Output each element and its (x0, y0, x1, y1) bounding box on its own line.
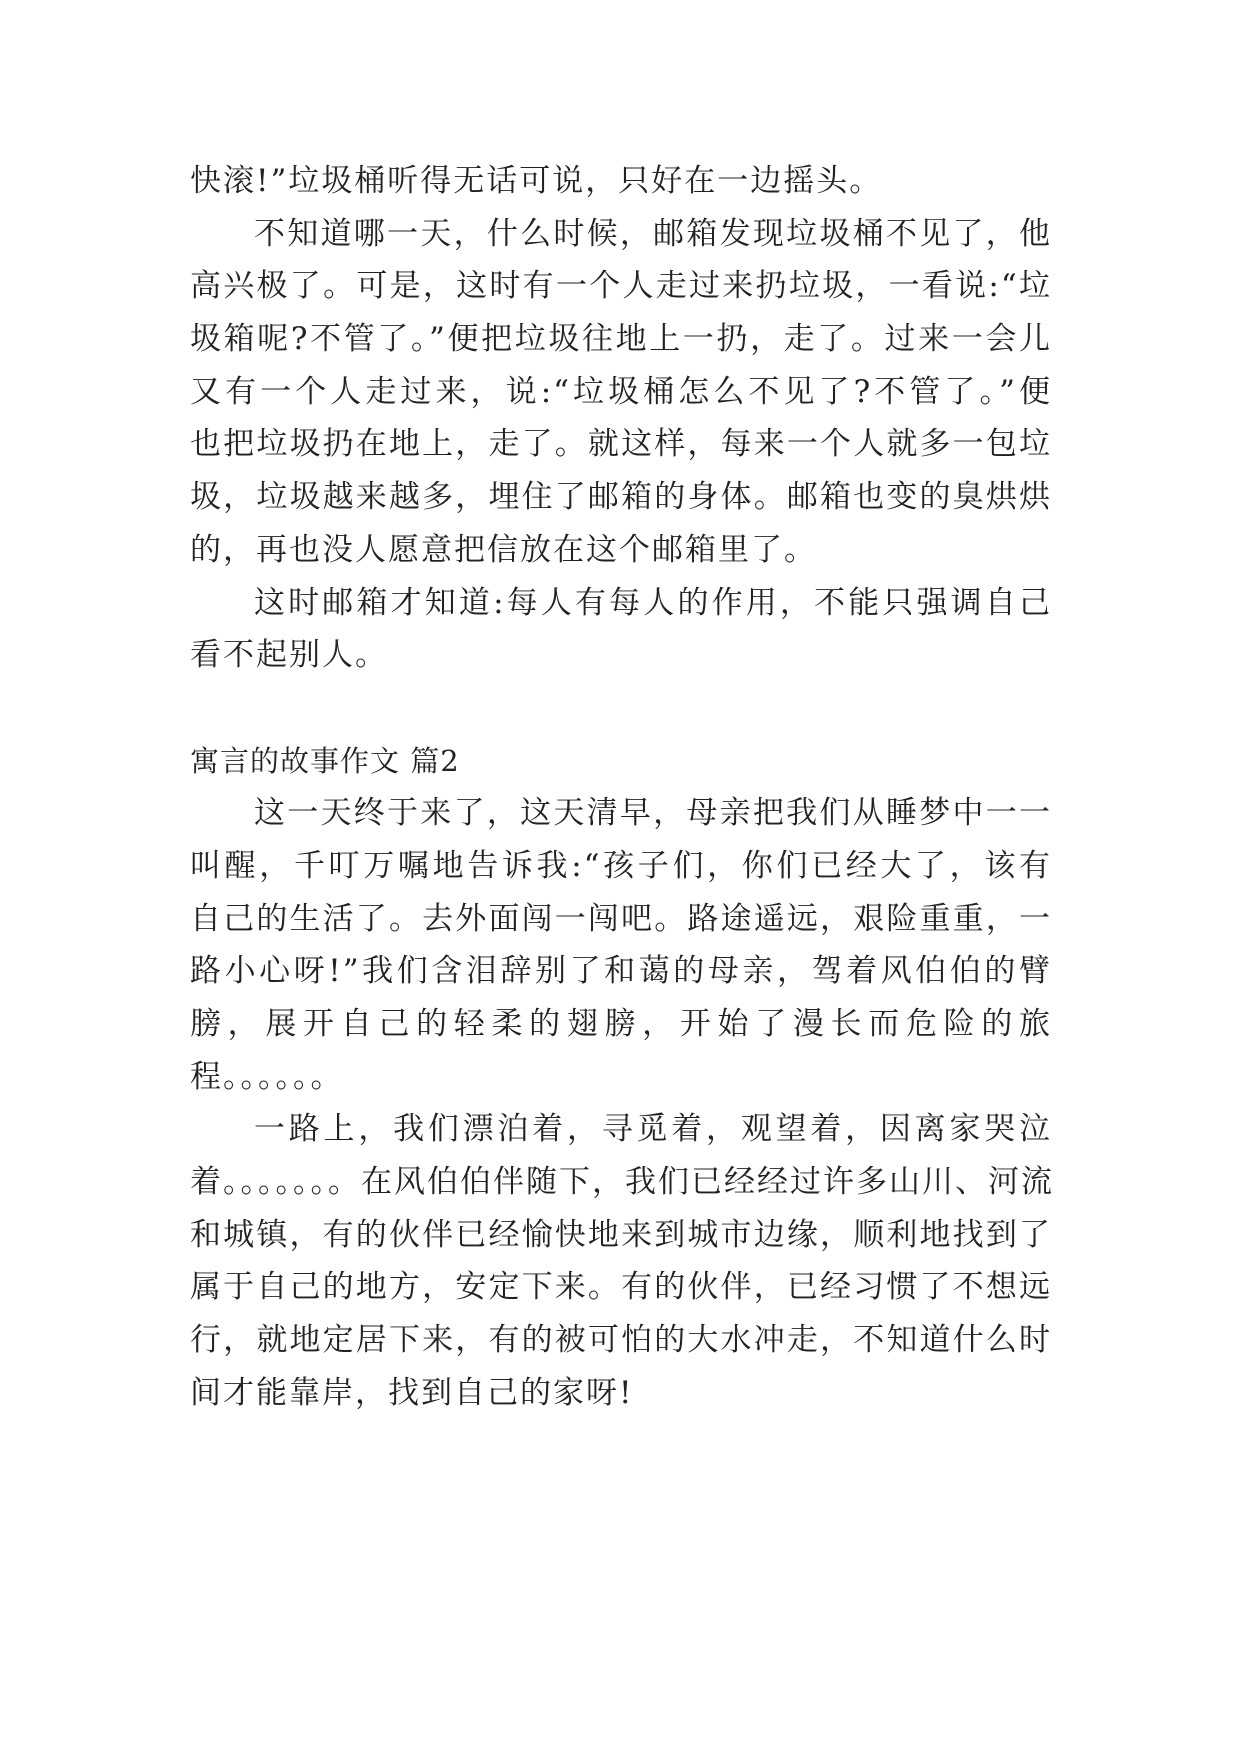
section-heading: 寓言的故事作文 篇2 (190, 743, 460, 778)
text-line: 不知道哪一天，什么时候，邮箱发现垃圾桶不见了，他 (254, 215, 1052, 252)
text-line: 圾箱呢?不管了。”便把垃圾往地上一扔，走了。过来一会儿 (190, 321, 1052, 358)
text-line: 圾，垃圾越来越多，埋住了邮箱的身体。邮箱也变的臭烘烘 (190, 479, 1052, 516)
paragraph-4 (190, 1103, 1052, 1419)
paragraph-0 (190, 155, 1052, 208)
text-line: 着。。。。。。。在风伯伯伴随下，我们已经经过许多山川、河流 (190, 1164, 1054, 1201)
text-line: 属于自己的地方，安定下来。有的伙伴，已经习惯了不想远 (190, 1269, 1052, 1306)
text-line: 这一天终于来了，这天清早，母亲把我们从睡梦中一一 (254, 795, 1052, 832)
text-line: 看不起别人。 (190, 637, 388, 674)
text-line: 路小心呀!”我们含泪辞别了和蔼的母亲，驾着风伯伯的臂 (190, 953, 1052, 990)
paragraph-3 (190, 787, 1052, 1103)
text-line: 的，再也没人愿意把信放在这个邮箱里了。 (190, 531, 817, 568)
text-line: 间才能靠岸，找到自己的家呀! (190, 1374, 634, 1411)
text-line: 和城镇，有的伙伴已经愉快地来到城市边缘，顺利地找到了 (190, 1216, 1052, 1253)
text-line: 快滚!”垃圾桶听得无话可说，只好在一边摇头。 (190, 163, 883, 199)
text-line: 程。。。。。。 (190, 1058, 344, 1095)
document-page (190, 155, 1052, 1420)
text-line: 行，就地定居下来，有的被可怕的大水冲走，不知道什么时 (190, 1322, 1052, 1359)
text-line: 膀，展开自己的轻柔的翅膀，开始了漫长而危险的旅 (190, 1006, 1052, 1042)
paragraph-1 (190, 208, 1052, 577)
text-line: 自己的生活了。去外面闯一闯吧。路途遥远，艰险重重，一 (190, 900, 1052, 937)
text-line: 高兴极了。可是，这时有一个人走过来扔垃圾，一看说:“垃 (190, 268, 1052, 305)
text-line: 也把垃圾扔在地上，走了。就这样，每来一个人就多一包垃 (190, 426, 1052, 463)
text-line: 又有一个人走过来，说:“垃圾桶怎么不见了?不管了。”便 (190, 373, 1052, 410)
paragraph-2 (190, 577, 1052, 682)
text-line: 叫醒，千叮万嘱地告诉我:“孩子们，你们已经大了，该有 (190, 847, 1052, 884)
text-line: 一路上，我们漂泊着，寻觅着，观望着，因离家哭泣 (254, 1111, 1052, 1148)
text-line: 这时邮箱才知道:每人有每人的作用，不能只强调自己 (254, 584, 1052, 621)
